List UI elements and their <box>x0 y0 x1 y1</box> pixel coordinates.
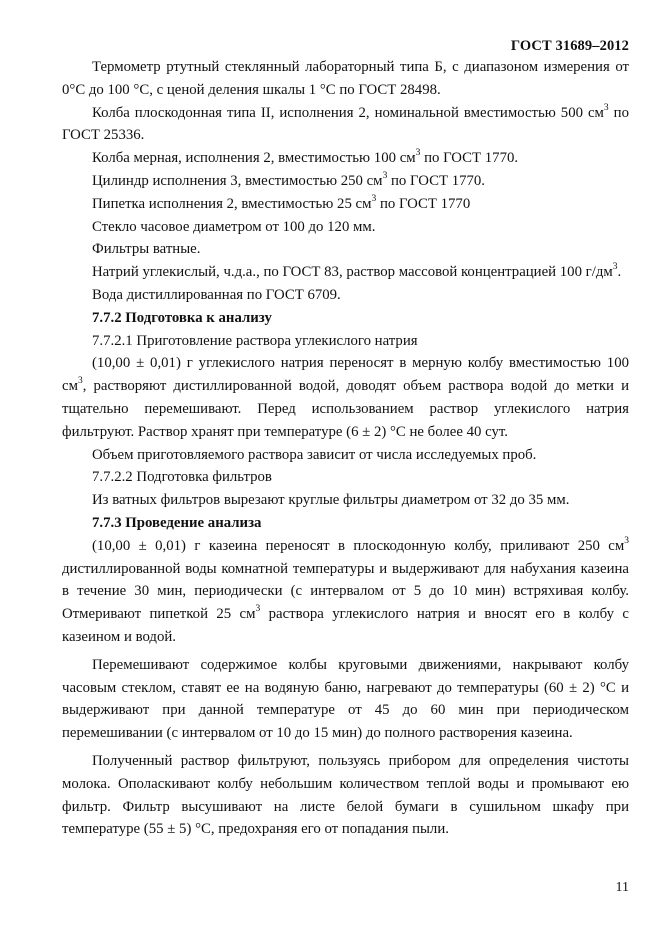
paragraph-pipette <box>62 193 629 216</box>
paragraph-sodium-carbonate <box>62 261 629 284</box>
text: . <box>617 264 622 281</box>
page-number: 11 <box>615 880 629 895</box>
paragraph-volumetric-flask <box>62 147 629 170</box>
section-heading-7-7-2: 7.7.2 Подготовка к анализу <box>92 309 272 326</box>
text: по ГОСТ 1770. <box>387 172 485 189</box>
superscript: 3 <box>382 171 388 182</box>
superscript: 3 <box>371 193 377 204</box>
text: Колба плоскодонная типа II, исполнения 2, номинальной вместимостью 500 см <box>92 104 604 121</box>
paragraph-distilled-water: Вода дистиллированная по ГОСТ 6709. <box>92 286 341 303</box>
superscript: 3 <box>603 102 609 113</box>
paragraph-filter-cutting: Из ватных фильтров вырезают круглые фильтры диаметром от 32 до 35 мм. <box>92 492 570 509</box>
paragraph-solution-prep <box>62 352 629 443</box>
superscript: 3 <box>77 376 83 387</box>
text: по ГОСТ 25336. <box>62 104 629 144</box>
text: Колба мерная, исполнения 2, вместимостью 100 см <box>92 150 416 167</box>
paragraph-cylinder <box>62 170 629 193</box>
text: Натрий углекислый, ч.д.а., по ГОСТ 83, раствор массовой концентрацией 100 г/дм <box>92 264 613 281</box>
text: Пипетка исполнения 2, вместимостью 25 см <box>92 195 372 212</box>
superscript: 3 <box>415 148 421 159</box>
paragraph-casein <box>62 535 629 649</box>
superscript: 3 <box>255 604 261 615</box>
text: , растворяют дистиллированной водой, доводят объем раствора водой до метки и тщательно перемешивают. Перед использованием раствор углекислого натрия фильтруют. Раствор хранят при температуре (6 ± 2) °С не более 40 сут. <box>62 378 629 440</box>
paragraph-7-7-2-2: 7.7.2.2 Подготовка фильтров <box>92 469 272 486</box>
paragraph-solution-volume: Объем приготовляемого раствора зависит от числа исследуемых проб. <box>92 446 537 463</box>
document-body <box>62 56 629 841</box>
text: раствора углекислого натрия и вносят его в колбу с казеином и водой. <box>62 606 629 645</box>
text: (10,00 ± 0,01) г углекислого натрия переносят в мерную колбу вместимостью 100 см <box>62 355 629 395</box>
text: по ГОСТ 1770. <box>420 150 519 167</box>
paragraph-filters: Фильтры ватные. <box>92 241 201 258</box>
paragraph-7-7-2-1: 7.7.2.1 Приготовление раствора углекислого натрия <box>92 332 418 349</box>
paragraph-filtering: Полученный раствор фильтруют, пользуясь прибором для определения чистоты молока. Ополаскивают колбу небольшим количеством теплой воды и промывают ею фильтр. Фильтр высушивают на листе белой бумаги в сушильном шкафу при температуре (55 ± 5) °С, предохраняя его от попадания пыли. <box>62 752 629 838</box>
text: (10,00 ± 0,01) г казеина переносят в плоскодонную колбу, приливают 250 см <box>92 537 625 554</box>
paragraph-watch-glass: Стекло часовое диаметром от 100 до 120 мм. <box>92 218 376 235</box>
paragraph-thermometer: Термометр ртутный стеклянный лабораторный типа Б, с диапазоном измерения от 0°С до 100 °С, с ценой деления шкалы 1 °С по ГОСТ 28498. <box>62 59 629 98</box>
paragraph-flat-flask <box>62 102 629 148</box>
section-heading-7-7-3: 7.7.3 Проведение анализа <box>92 514 262 531</box>
paragraph-mixing: Перемешивают содержимое колбы круговыми движениями, накрывают колбу часовым стеклом, ставят ее на водяную баню, нагревают до температуры (60 ± 2) °С и выдерживают при данной температуре от 45 до 60 мин при периодическом перемешивании (с интервалом от 10 до 15 мин) до полного растворения казеина. <box>62 656 629 742</box>
superscript: 3 <box>624 535 629 546</box>
text: Цилиндр исполнения 3, вместимостью 250 см <box>92 172 383 189</box>
text: по ГОСТ 1770 <box>376 195 471 212</box>
superscript: 3 <box>612 262 618 273</box>
text: дистиллированной воды комнатной температуры и выдерживают для набухания казеина в течение 30 мин, периодически (с интервалом от 5 до 10 мин) встряхивая колбу. Отмеривают пипеткой 25 см <box>62 560 629 623</box>
document-header: ГОСТ 31689–2012 <box>510 38 629 54</box>
